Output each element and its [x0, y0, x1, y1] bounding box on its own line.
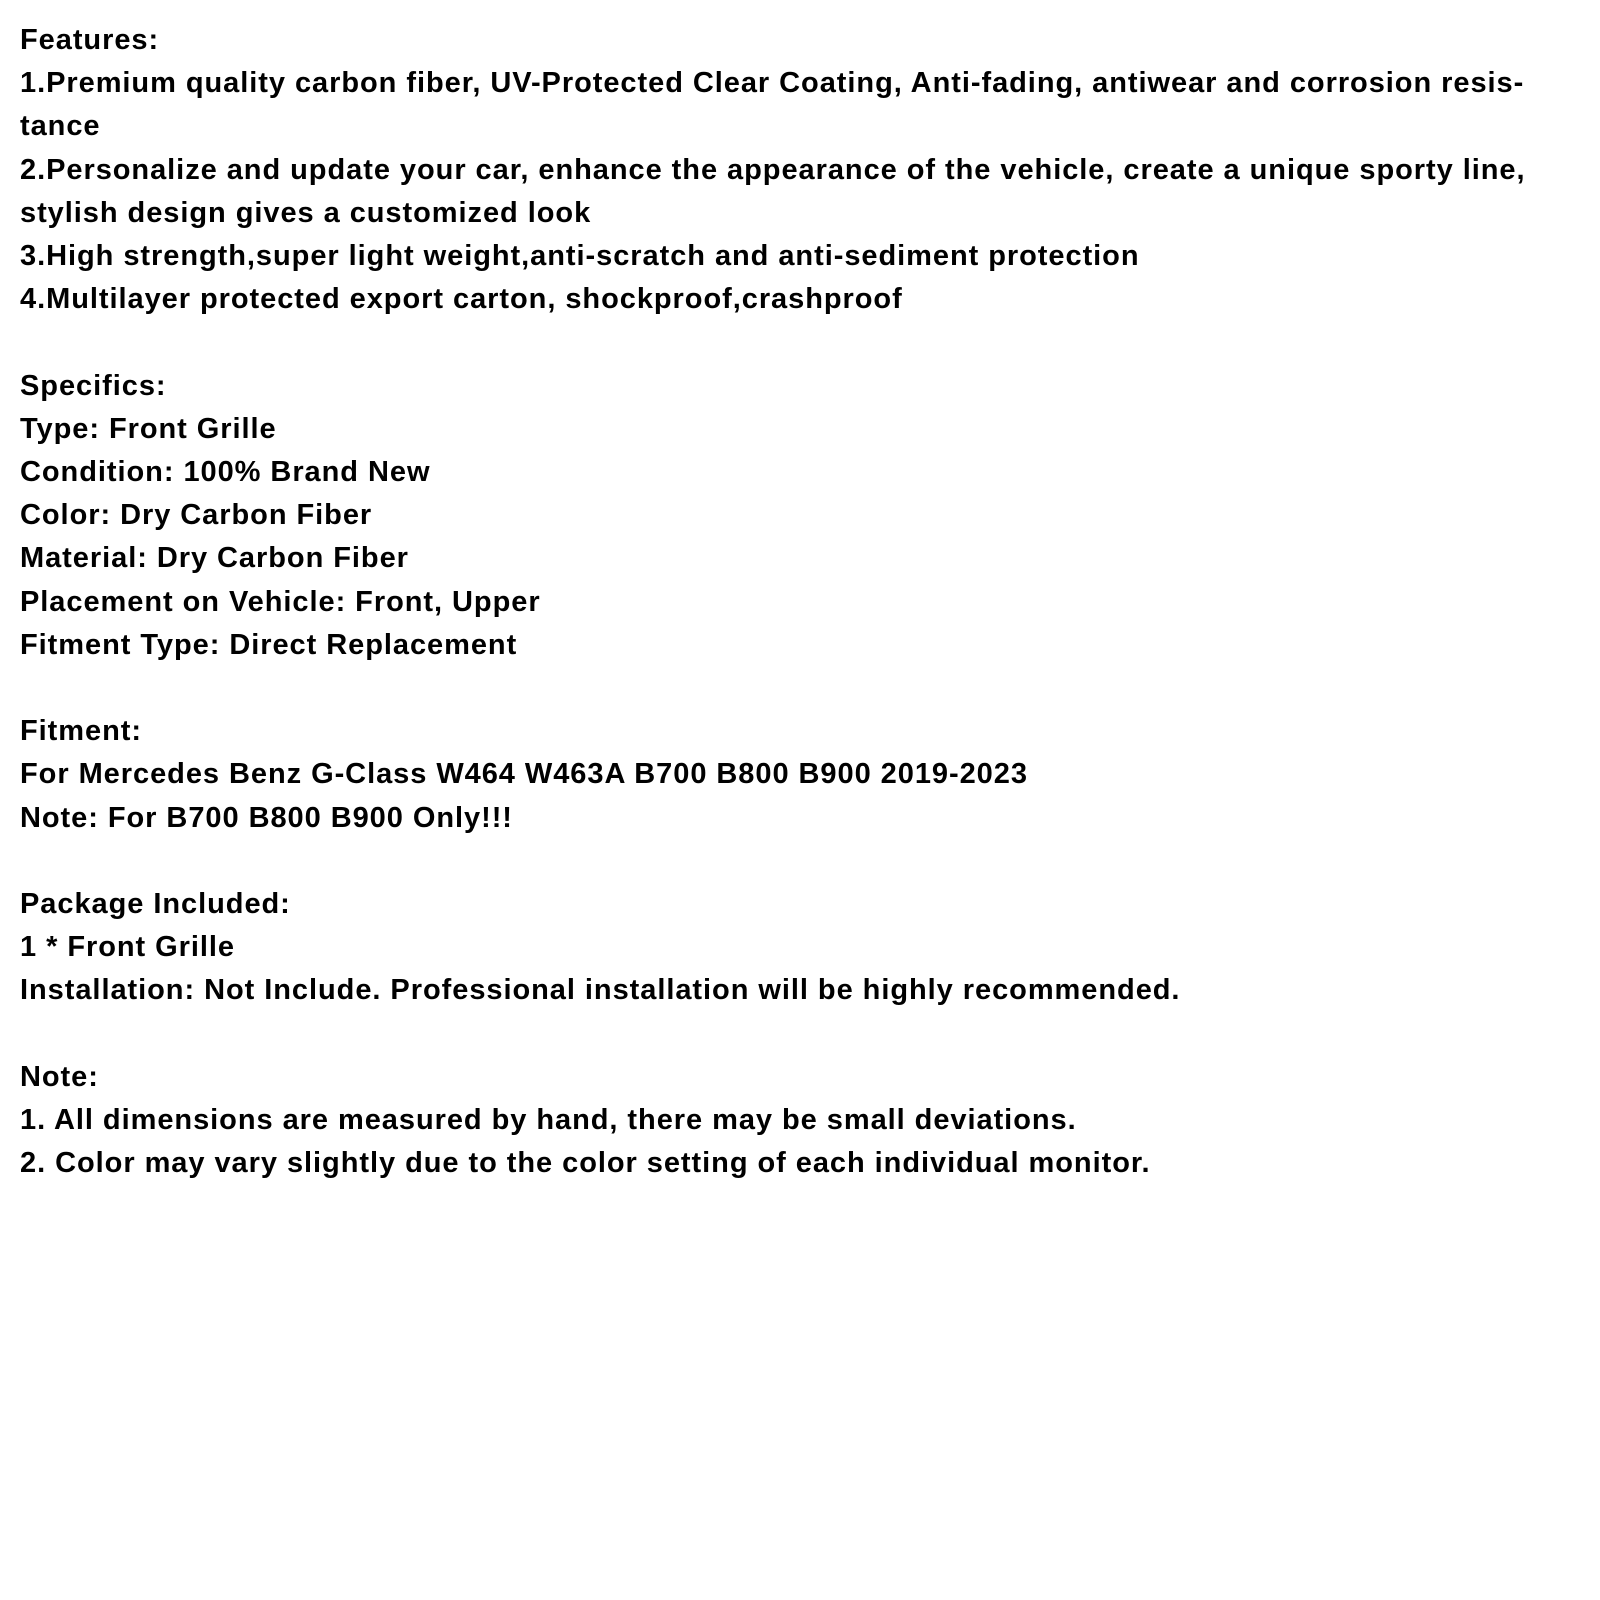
fitment-line: Note: For B700 B800 B900 Only!!! — [20, 801, 513, 834]
note-line: 2. Color may vary slightly due to the color setting of each individual monitor. — [20, 1147, 1151, 1180]
specifics-line: Material: Dry Carbon Fiber — [20, 542, 409, 575]
features-line: tance — [20, 110, 101, 143]
fitment-line: For Mercedes Benz G-Class W464 W463A B700 B800 B900 2019-2023 — [20, 758, 1028, 791]
section-spacer — [20, 1013, 1565, 1056]
features-line: 1.Premium quality carbon fiber, UV-Protected Clear Coating, Anti-fading, antiwear and corrosion resis- — [20, 67, 1525, 100]
section-spacer — [20, 321, 1565, 364]
note-line: 1. All dimensions are measured by hand, there may be small deviations. — [20, 1104, 1077, 1137]
fitment-heading: Fitment: — [20, 715, 142, 748]
features-heading: Features: — [20, 24, 160, 56]
product-description — [20, 19, 1565, 1185]
specifics-line: Type: Front Grille — [20, 412, 277, 445]
note-heading: Note: — [20, 1060, 99, 1093]
features-section — [20, 19, 1565, 321]
note-section — [20, 1056, 1565, 1186]
package-line: Installation: Not Include. Professional installation will be highly recommended. — [20, 974, 1181, 1007]
specifics-section — [20, 365, 1565, 667]
fitment-section — [20, 710, 1565, 840]
features-line: 2.Personalize and update your car, enhance the appearance of the vehicle, create a unique sporty line, — [20, 153, 1526, 186]
specifics-line: Placement on Vehicle: Front, Upper — [20, 585, 541, 618]
package-line: 1 * Front Grille — [20, 931, 236, 964]
specifics-line: Condition: 100% Brand New — [20, 456, 431, 489]
features-line: stylish design gives a customized look — [20, 196, 592, 229]
specifics-line: Fitment Type: Direct Replacement — [20, 628, 518, 661]
section-spacer — [20, 667, 1565, 710]
features-line: 3.High strength,super light weight,anti-scratch and anti-sediment protection — [20, 240, 1140, 273]
package-section — [20, 883, 1565, 1013]
features-line: 4.Multilayer protected export carton, shockproof,crashproof — [20, 283, 903, 316]
package-heading: Package Included: — [20, 888, 291, 921]
specifics-heading: Specifics: — [20, 369, 167, 402]
specifics-line: Color: Dry Carbon Fiber — [20, 499, 373, 532]
section-spacer — [20, 840, 1565, 883]
